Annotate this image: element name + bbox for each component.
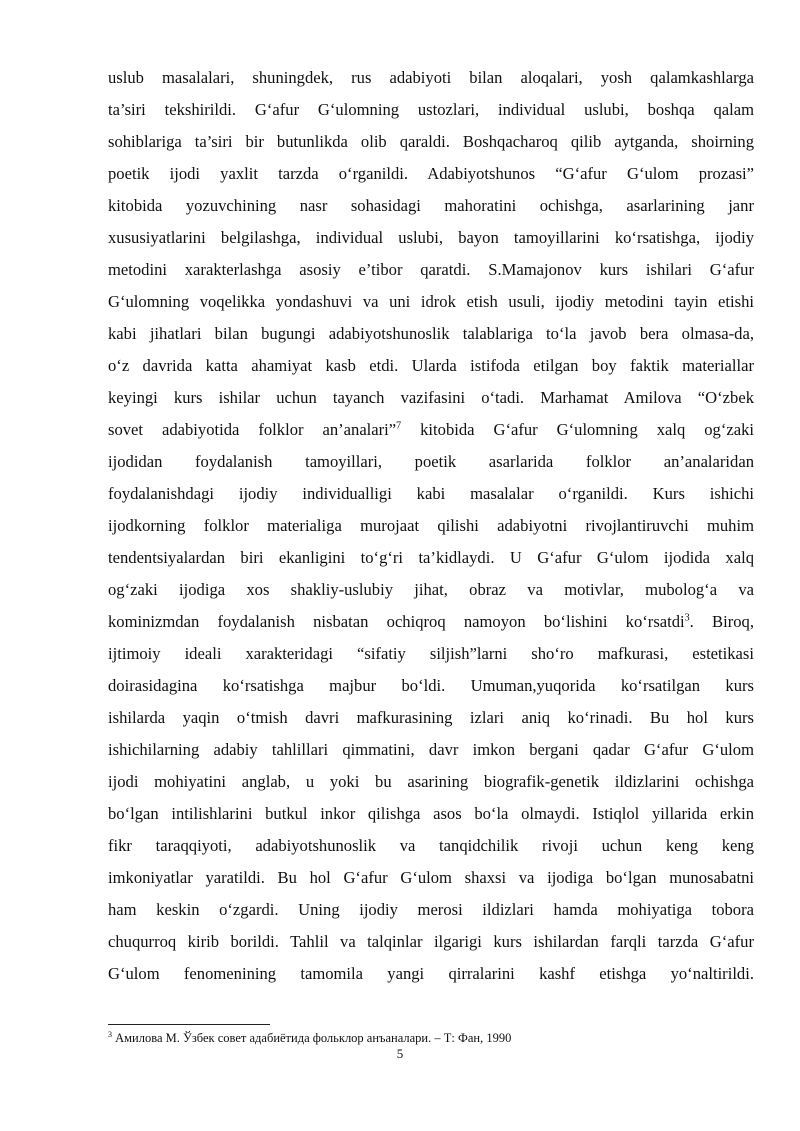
text-line: kitobida yozuvchining nasr sohasidagi mahoratini ochishga, asarlarining janr [108, 196, 754, 215]
text-line: tendentsiyalardan biri ekanligini to‘g‘ri ta’kidlaydi. U G‘afur G‘ulom ijodida xalq [108, 548, 754, 567]
page-number: 5 [396, 1046, 404, 1061]
text-line: ishichilarning adabiy tahlillari qimmatini, davr imkon bergani qadar G‘afur G‘ulom [108, 740, 754, 759]
text-line: fikr taraqqiyoti, adabiyotshunoslik va tanqidchilik rivoji uchun keng keng [108, 836, 754, 855]
text-line: og‘zaki ijodiga xos shakliy-uslubiy jihat, obraz va motivlar, mubolog‘a va [108, 580, 754, 599]
footnote [108, 1030, 754, 1046]
text-segment: kominizmdan foydalanish nisbatan ochiqroq namoyon bo‘lishini ko‘rsatdi [108, 612, 685, 631]
text-line: doirasidagina ko‘rsatishga majbur bo‘ldi. Umuman,yuqorida ko‘rsatilgan kurs [108, 676, 754, 695]
text-line: imkoniyatlar yaratildi. Bu hol G‘afur G‘ulom shaxsi va ijodiga bo‘lgan munosabatni [108, 868, 754, 887]
footnote-text: Амилова М. Ўзбек совет адабиётида фольклор анъаналари. – Т: Фан, 1990 [112, 1031, 512, 1045]
text-line: xususiyatlarini belgilashga, individual uslubi, bayon tamoyillarini ko‘rsatishga, ijodiy [108, 228, 754, 247]
footnote-divider [108, 1024, 270, 1025]
text-line: ijtimoiy ideali xarakteridagi “sifatiy siljish”larni sho‘ro mafkurasi, estetikasi [108, 644, 754, 663]
text-line: sohiblariga ta’siri bir butunlikda olib qaraldi. Boshqacharoq qilib aytganda, shoirning [108, 132, 754, 151]
footnote-reference: 7 [396, 420, 402, 432]
text-line: foydalanishdagi ijodiy individualligi kabi masalalar o‘rganildi. Kurs ishichi [108, 484, 754, 503]
text-line: chuqurroq kirib borildi. Tahlil va talqinlar ilgarigi kurs ishilardan farqli tarzda G‘afur [108, 932, 754, 951]
text-line-with-footnote-ref [108, 606, 754, 638]
text-segment: sovet adabiyotida folklor an’analari” [108, 420, 397, 439]
text-line: keyingi kurs ishilar uchun tayanch vazifasini o‘tadi. Marhamat Amilova “O‘zbek [108, 388, 754, 407]
text-segment: . Biroq, [689, 612, 754, 631]
text-segment: kitobida G‘afur G‘ulomning xalq og‘zaki [401, 420, 754, 439]
text-line: ham keskin o‘zgardi. Uning ijodiy merosi ildizlari hamda mohiyatiga tobora [108, 900, 754, 919]
text-line: ishilarda yaqin o‘tmish davri mafkurasining izlari aniq ko‘rinadi. Bu hol kurs [108, 708, 754, 727]
text-line-with-footnote-ref [108, 414, 754, 446]
footnote-reference: 3 [684, 612, 690, 624]
text-line: bo‘lgan intilishlarini butkul inkor qilishga asos bo‘la olmaydi. Istiqlol yillarida erkin [108, 804, 754, 823]
text-line: o‘z davrida katta ahamiyat kasb etdi. Ularda istifoda etilgan boy faktik materiallar [108, 356, 754, 375]
text-line: ijodi mohiyatini anglab, u yoki bu asarining biografik-genetik ildizlarini ochishga [108, 772, 754, 791]
text-line: G‘ulomning voqelikka yondashuvi va uni idrok etish usuli, ijodiy metodini tayin etishi [108, 292, 754, 311]
text-line: G‘ulom fenomenining tamomila yangi qirralarini kashf etishga yo‘naltirildi. [108, 964, 754, 983]
body-text [108, 62, 754, 990]
footnote-marker: 3 [108, 1029, 112, 1039]
text-line: metodini xarakterlashga asosiy e’tibor qaratdi. S.Mamajonov kurs ishilari G‘afur [108, 260, 754, 279]
text-line: poetik ijodi yaxlit tarzda o‘rganildi. Adabiyotshunos “G‘afur G‘ulom prozasi” [108, 164, 754, 183]
text-line: uslub masalalari, shuningdek, rus adabiyoti bilan aloqalari, yosh qalamkashlarga [108, 68, 754, 87]
text-line: kabi jihatlari bilan bugungi adabiyotshunoslik talablariga to‘la javob bera olmasa-da, [108, 324, 754, 343]
text-line: ijodkorning folklor materialiga murojaat qilishi adabiyotni rivojlantiruvchi muhim [108, 516, 754, 535]
text-line: ta’siri tekshirildi. G‘afur G‘ulomning ustozlari, individual uslubi, boshqa qalam [108, 100, 754, 119]
text-line: ijodidan foydalanish tamoyillari, poetik asarlarida folklor an’analaridan [108, 452, 754, 471]
